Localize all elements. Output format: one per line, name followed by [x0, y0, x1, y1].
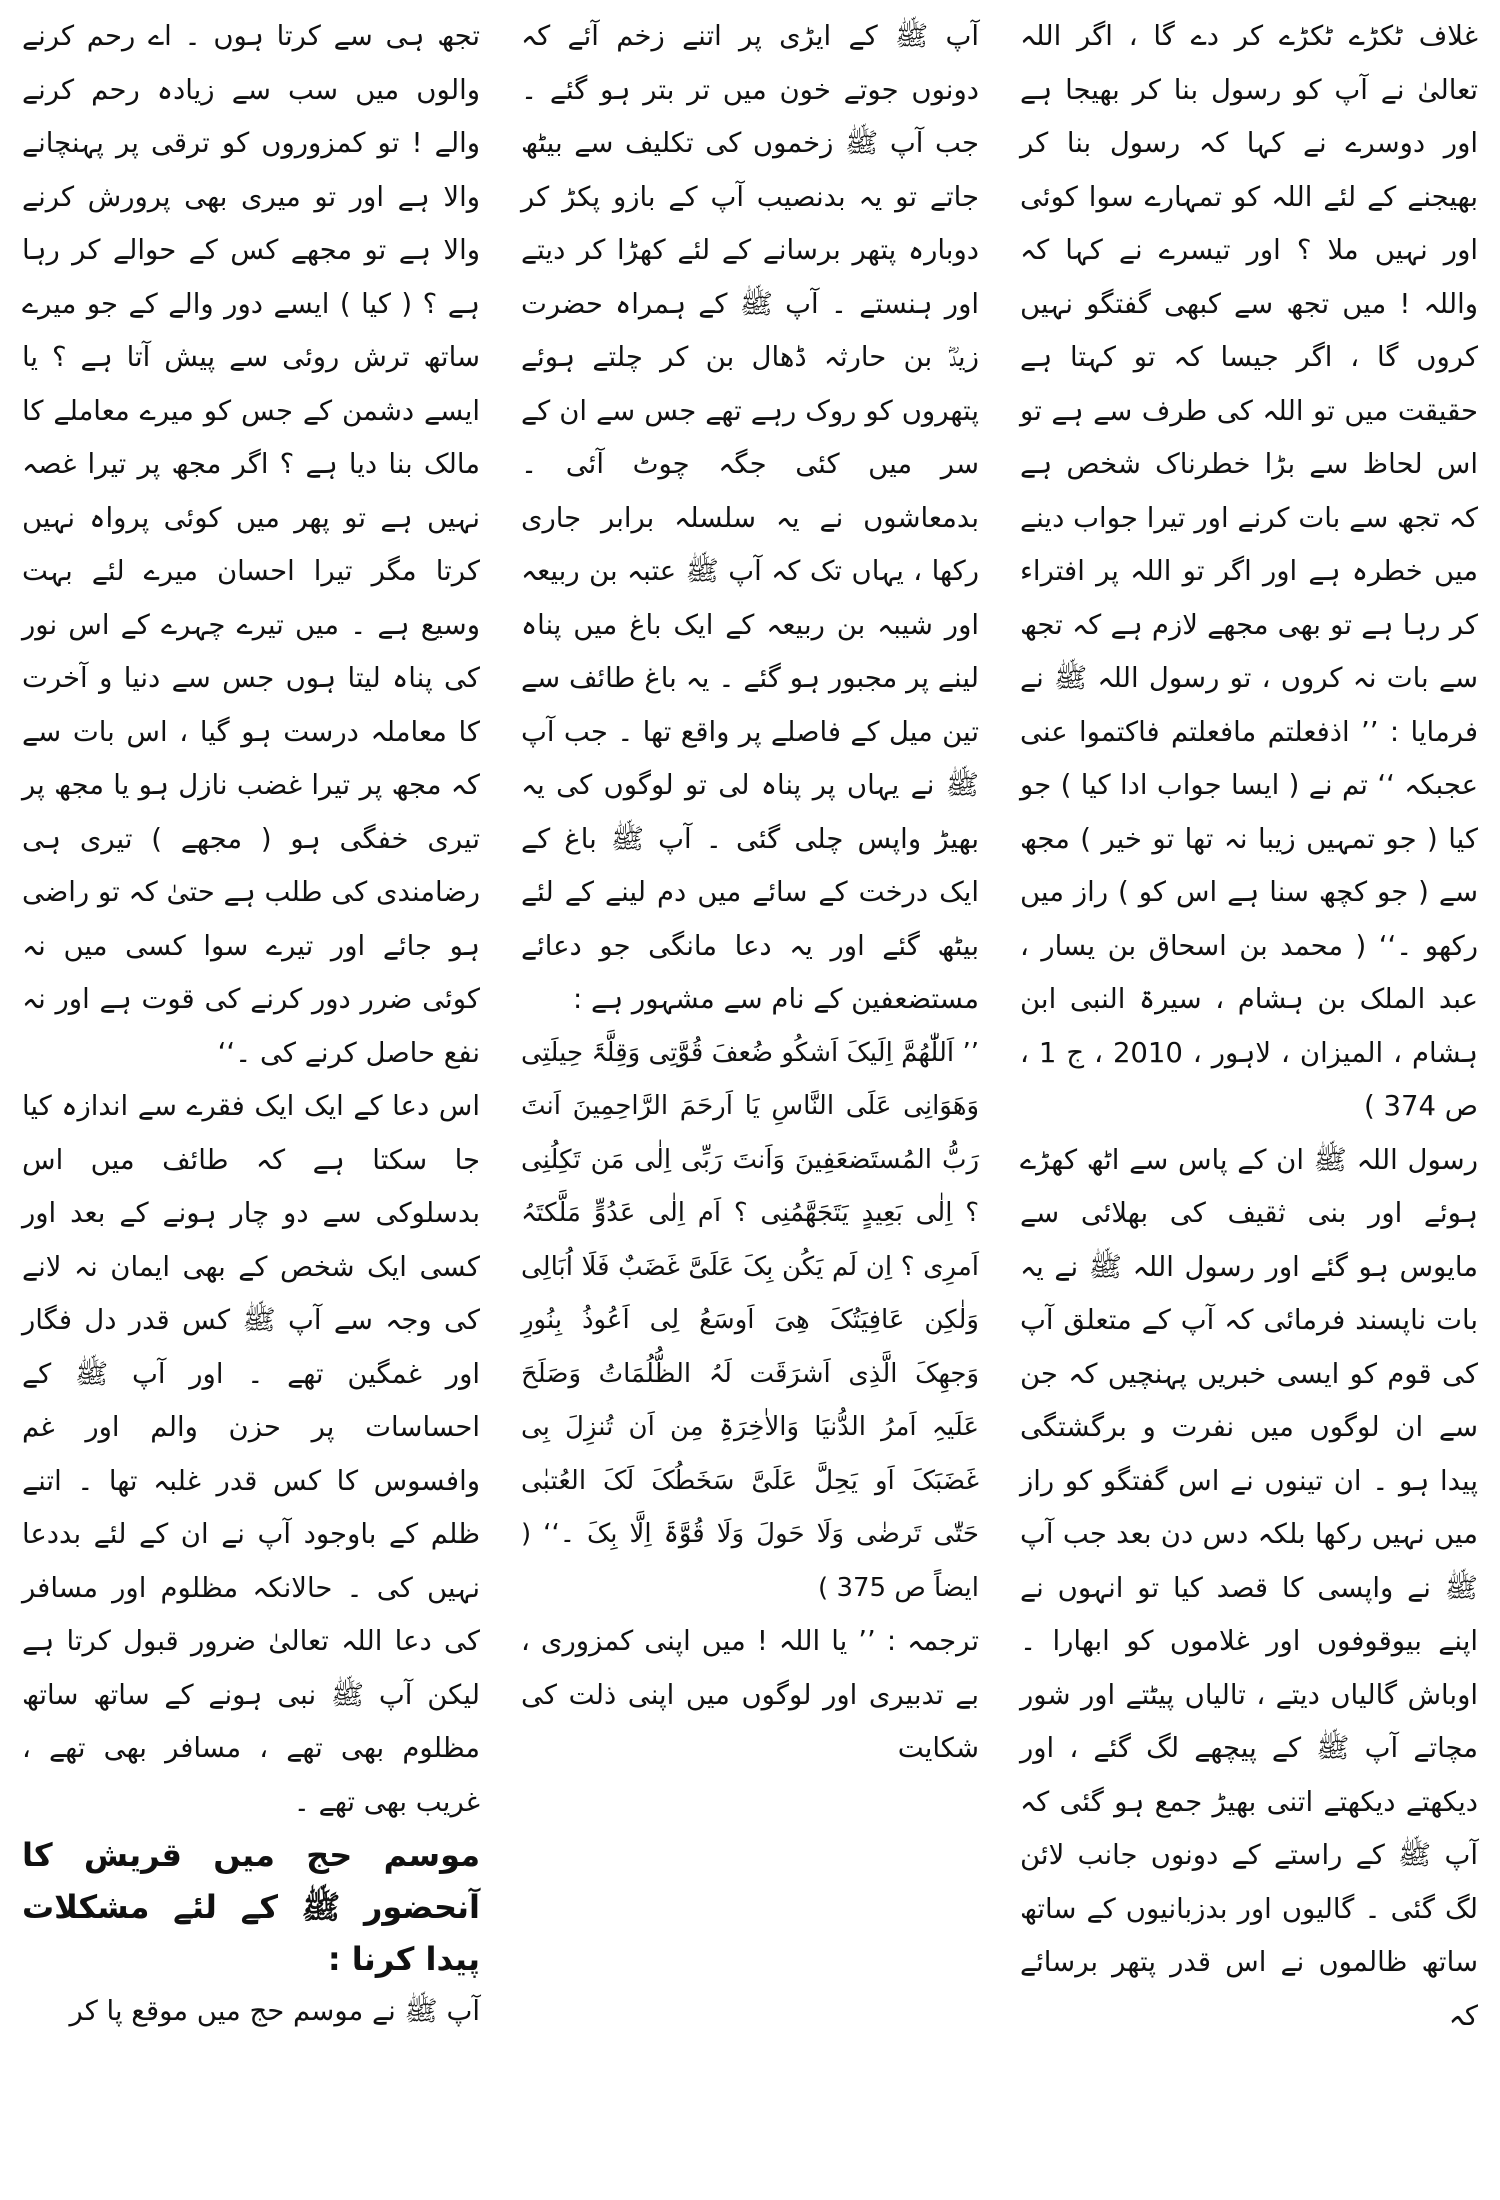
column-middle-paragraph-1: آپ ﷺ کے ایڑی پر اتنے زخم آئے کہ دونوں جوتے خون میں تر بتر ہو گئے ۔ جب آپ ﷺ زخموں کی تکلیف سے بیٹھ جاتے تو یہ بدنصیب آپ کے بازو پکڑ کر دوبارہ پتھر برسانے کے لئے کھڑا کر دیتے اور ہنستے ۔ آپ ﷺ کے ہمراہ حضرت زیدؓ بن حارثہ ڈھال بن کر چلتے ہوئے پتھروں کو روک رہے تھے جس سے ان کے سر میں کئی جگہ چوٹ آئی ۔ بدمعاشوں نے یہ سلسلہ برابر جاری رکھا ، یہاں تک کہ آپ ﷺ عتبہ بن ربیعہ اور شیبہ بن ربیعہ کے ایک باغ میں پناہ لینے پر مجبور ہو گئے ۔ یہ باغ طائف سے تین میل کے فاصلے پر واقع تھا ۔ جب آپ ﷺ نے یہاں پر پناہ لی تو لوگوں کی یہ بھیڑ واپس چلی گئی ۔ آپ ﷺ باغ کے ایک درخت کے سائے میں دم لینے کے لئے بیٹھ گئے اور یہ دعا مانگی جو دعائے مستضعفین کے نام سے مشہور ہے :	[521, 20, 979, 1015]
column-left-paragraph-1: تجھ ہی سے کرتا ہوں ۔ اے رحم کرنے والوں میں سب سے زیادہ رحم کرنے والے ! تو کمزوروں کو ترقی پر پہنچانے والا ہے اور تو میری بھی پرورش کرنے والا ہے تو مجھے کس کے حوالے کر رہا ہے ؟ ( کیا ) ایسے دور والے کے جو میرے ساتھ ترش روئی سے پیش آتا ہے ؟ یا ایسے دشمن کے جس کو میرے معاملے کا مالک بنا دیا ہے ؟ اگر مجھ پر تیرا غصہ نہیں ہے تو پھر میں کوئی پرواہ نہیں کرتا مگر تیرا احسان میرے لئے بہت وسیع ہے ۔ میں تیرے چہرے کے اس نور کی پناہ لیتا ہوں جس سے دنیا و آخرت کا معاملہ درست ہو گیا ، اس بات سے کہ مجھ پر تیرا غضب نازل ہو یا مجھ پر تیری خفگی ہو ( مجھے ) تیری ہی رضامندی کی طلب ہے حتیٰ کہ تو راضی ہو جائے اور تیرے سوا کسی میں نہ کوئی ضرر دور کرنے کی قوت ہے اور نہ نفع حاصل کرنے کی ۔‘‘	[22, 20, 480, 1069]
column-left-paragraph-3: آپ ﷺ نے موسم حج میں موقع پا کر	[69, 1995, 480, 2027]
column-right	[1020, 10, 1478, 2200]
column-middle	[521, 10, 979, 2200]
section-heading: موسم حج میں قریش کا آنحضور ﷺ کے لئے مشکلات پیدا کرنا :	[22, 1836, 480, 1978]
column-right-paragraph-2: رسول اللہ ﷺ ان کے پاس سے اٹھ کھڑے ہوئے اور بنی ثقیف کی بھلائی سے مایوس ہو گئے اور رسول اللہ ﷺ نے یہ بات ناپسند فرمائی کہ آپ کے متعلق آپ کی قوم کو ایسی خبریں پہنچیں کہ جن سے ان لوگوں میں نفرت و برگشتگی پیدا ہو ۔ ان تینوں نے اس گفتگو کو راز میں نہیں رکھا بلکہ دس دن بعد جب آپ ﷺ نے واپسی کا قصد کیا تو انہوں نے اپنے بیوقوفوں اور غلاموں کو ابھارا ۔ اوباش گالیاں دیتے ، تالیاں پیٹتے اور شور مچاتے آپ ﷺ کے پیچھے لگ گئے ، اور دیکھتے دیکھتے اتنی بھیڑ جمع ہو گئی کہ آپ ﷺ کے راستے کے دونوں جانب لائن لگ گئی ۔ گالیوں اور بدزبانیوں کے ساتھ ساتھ ظالموں نے اس قدر پتھر برسائے کہ	[1020, 1143, 1478, 2032]
column-left-paragraph-2: اس دعا کے ایک ایک فقرے سے اندازہ کیا جا سکتا ہے کہ طائف میں اس بدسلوکی سے دو چار ہونے کے بعد اور کسی ایک شخص کے بھی ایمان نہ لانے کی وجہ سے آپ ﷺ کس قدر دل فگار اور غمگین تھے ۔ اور آپ ﷺ کے احساسات پر حزن والم اور غم وافسوس کا کس قدر غلبہ تھا ۔ اتنے ظلم کے باوجود آپ نے ان کے لئے بددعا نہیں کی ۔ حالانکہ مظلوم اور مسافر کی دعا اللہ تعالیٰ ضرور قبول کرتا ہے لیکن آپ ﷺ نبی ہونے کے ساتھ ساتھ مظلوم بھی تھے ، مسافر بھی تھے ، غریب بھی تھے ۔	[22, 1090, 480, 1818]
column-left	[22, 10, 480, 2200]
column-right-paragraph-1: غلاف ٹکڑے ٹکڑے کر دے گا ، اگر اللہ تعالیٰ نے آپ کو رسول بنا کر بھیجا ہے اور دوسرے نے کہا کہ رسول بنا کر بھیجنے کے لئے اللہ کو تمہارے سوا کوئی اور نہیں ملا ؟ اور تیسرے نے کہا کہ واللہ ! میں تجھ سے کبھی گفتگو نہیں کروں گا ، اگر جیسا کہ تو کہتا ہے حقیقت میں تو اللہ کی طرف سے ہے تو اس لحاظ سے بڑا خطرناک شخص ہے کہ تجھ سے بات کرنے اور تیرا جواب دینے میں خطرہ ہے اور اگر تو اللہ پر افتراء کر رہا ہے تو بھی مجھے لازم ہے کہ تجھ سے بات نہ کروں ، تو رسول اللہ ﷺ نے فرمایا : ’’ اذفعلتم مافعلتم فاکتموا عنی عجبکہ ‘‘ تم نے ( ایسا جواب ادا کیا ) جو کیا ( جو تمہیں زیبا نہ تھا تو خیر ) مجھ سے ( جو کچھ سنا ہے اس کو ) راز میں رکھو ۔‘‘ ( محمد بن اسحاق بن یسار ، عبد الملک بن ہشام ، سیرۃ النبی ابن ہشام ، المیزان ، لاہور ، 2010 ، ج 1 ، ص 374 )	[1020, 20, 1478, 1122]
arabic-supplication: ’’ اَللّٰھُمَّ اِلَیکَ اَشکُو ضُعفَ قُوَّتِی وَقِلَّۃَ حِیلَتِی وَھَوَانِی عَلَی النَّاسِ یَا اَرحَمَ الرَّاحِمِینَ اَنتَ رَبُّ المُستَضعَفِینَ وَاَنتَ رَبِّی اِلٰی مَن تَکِلُنِی ؟ اِلٰی بَعِیدٍ یَتَجَھَّمُنِی ؟ اَم اِلٰی عَدُوٍّ مَلَّکتَہُ اَمرِی ؟ اِن لَم یَکُن بِکَ عَلَیَّ غَضَبٌ فَلَا اُبَالِی وَلٰکِن عَافِیَتُکَ ھِیَ اَوسَعُ لِی اَعُوذُ بِنُورِ وَجھِکَ الَّذِی اَشرَقَت لَہُ الظُّلُمَاتُ وَصَلَحَ عَلَیہِ اَمرُ الدُّنیَا وَالاٰخِرَۃِ مِن اَن تُنزِلَ بِی غَضَبَکَ اَو یَحِلَّ عَلَیَّ سَخَطُکَ لَکَ العُتبٰی حَتّٰی تَرضٰی وَلَا حَولَ وَلَا قُوَّۃَ اِلَّا بِکَ ۔‘‘ ( ایضاً ص 375 )	[521, 1037, 979, 1603]
translation-start: ترجمہ : ’’ یا اللہ ! میں اپنی کمزوری ، بے تدبیری اور لوگوں میں اپنی ذلت کی شکایت	[521, 1625, 979, 1764]
